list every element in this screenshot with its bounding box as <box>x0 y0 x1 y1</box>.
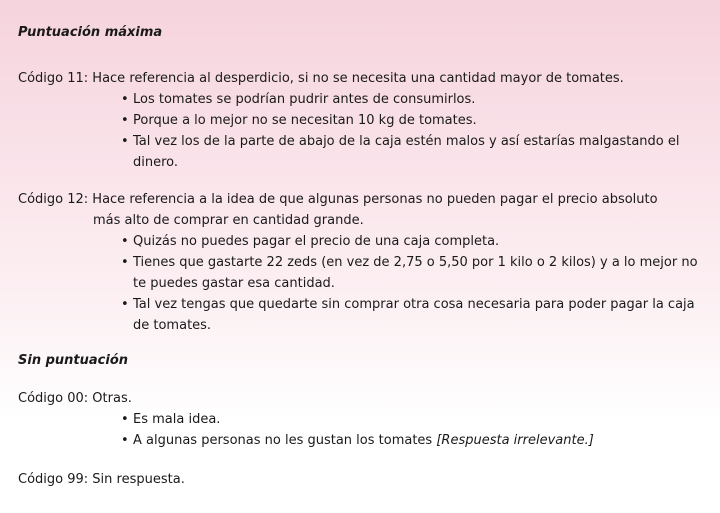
list-item: • Es mala idea. <box>121 409 702 430</box>
bullet-icon: • <box>121 412 129 427</box>
bullet-icon: • <box>121 134 129 149</box>
bullet-icon: • <box>121 433 129 448</box>
code-00-label: Código 00: <box>18 391 89 406</box>
code-11 <box>18 68 702 89</box>
code-11-label: Código 11: <box>18 71 89 86</box>
code-00-examples <box>18 409 702 451</box>
code-11-examples <box>18 89 702 173</box>
bullet-icon: • <box>121 92 129 107</box>
bullet-icon: • <box>121 234 129 249</box>
code-00 <box>18 388 702 409</box>
list-item: • Tal vez los de la parte de abajo de la caja estén malos y así estarías malgastando el dinero. <box>121 131 702 173</box>
code-12-examples <box>18 231 702 336</box>
code-11-text: Hace referencia al desperdicio, si no se necesita una cantidad mayor de tomates. <box>92 71 624 86</box>
list-item: • Quizás no puedes pagar el precio de una caja completa. <box>121 231 702 252</box>
bullet-icon: • <box>121 255 129 270</box>
code-99 <box>18 469 702 490</box>
code-12-text: Hace referencia a la idea de que algunas personas no pueden pagar el precio absoluto <box>92 192 658 207</box>
bullet-icon: • <box>121 113 129 128</box>
irrelevant-note: [Respuesta irrelevante.] <box>436 433 594 448</box>
code-99-text: Sin respuesta. <box>92 472 185 487</box>
list-item: • A algunas personas no les gustan los tomates [Respuesta irrelevante.] <box>121 430 702 451</box>
bullet-icon: • <box>121 297 129 312</box>
max-score-heading: Puntuación máxima <box>18 25 163 40</box>
code-12 <box>18 189 702 231</box>
code-99-label: Código 99: <box>18 472 89 487</box>
list-item: • Tal vez tengas que quedarte sin comprar otra cosa necesaria para poder pagar la caja de tomates. <box>121 294 702 336</box>
list-item: • Porque a lo mejor no se necesitan 10 kg de tomates. <box>121 110 702 131</box>
list-item: • Los tomates se podrían pudrir antes de consumirlos. <box>121 89 702 110</box>
code-12-text-cont: más alto de comprar en cantidad grande. <box>93 213 364 228</box>
list-item: • Tienes que gastarte 22 zeds (en vez de 2,75 o 5,50 por 1 kilo o 2 kilos) y a lo mejor no te puedes gastar esa cantidad. <box>121 252 702 294</box>
code-00-text: Otras. <box>92 391 132 406</box>
code-12-label: Código 12: <box>18 192 89 207</box>
no-score-heading: Sin puntuación <box>18 353 129 368</box>
